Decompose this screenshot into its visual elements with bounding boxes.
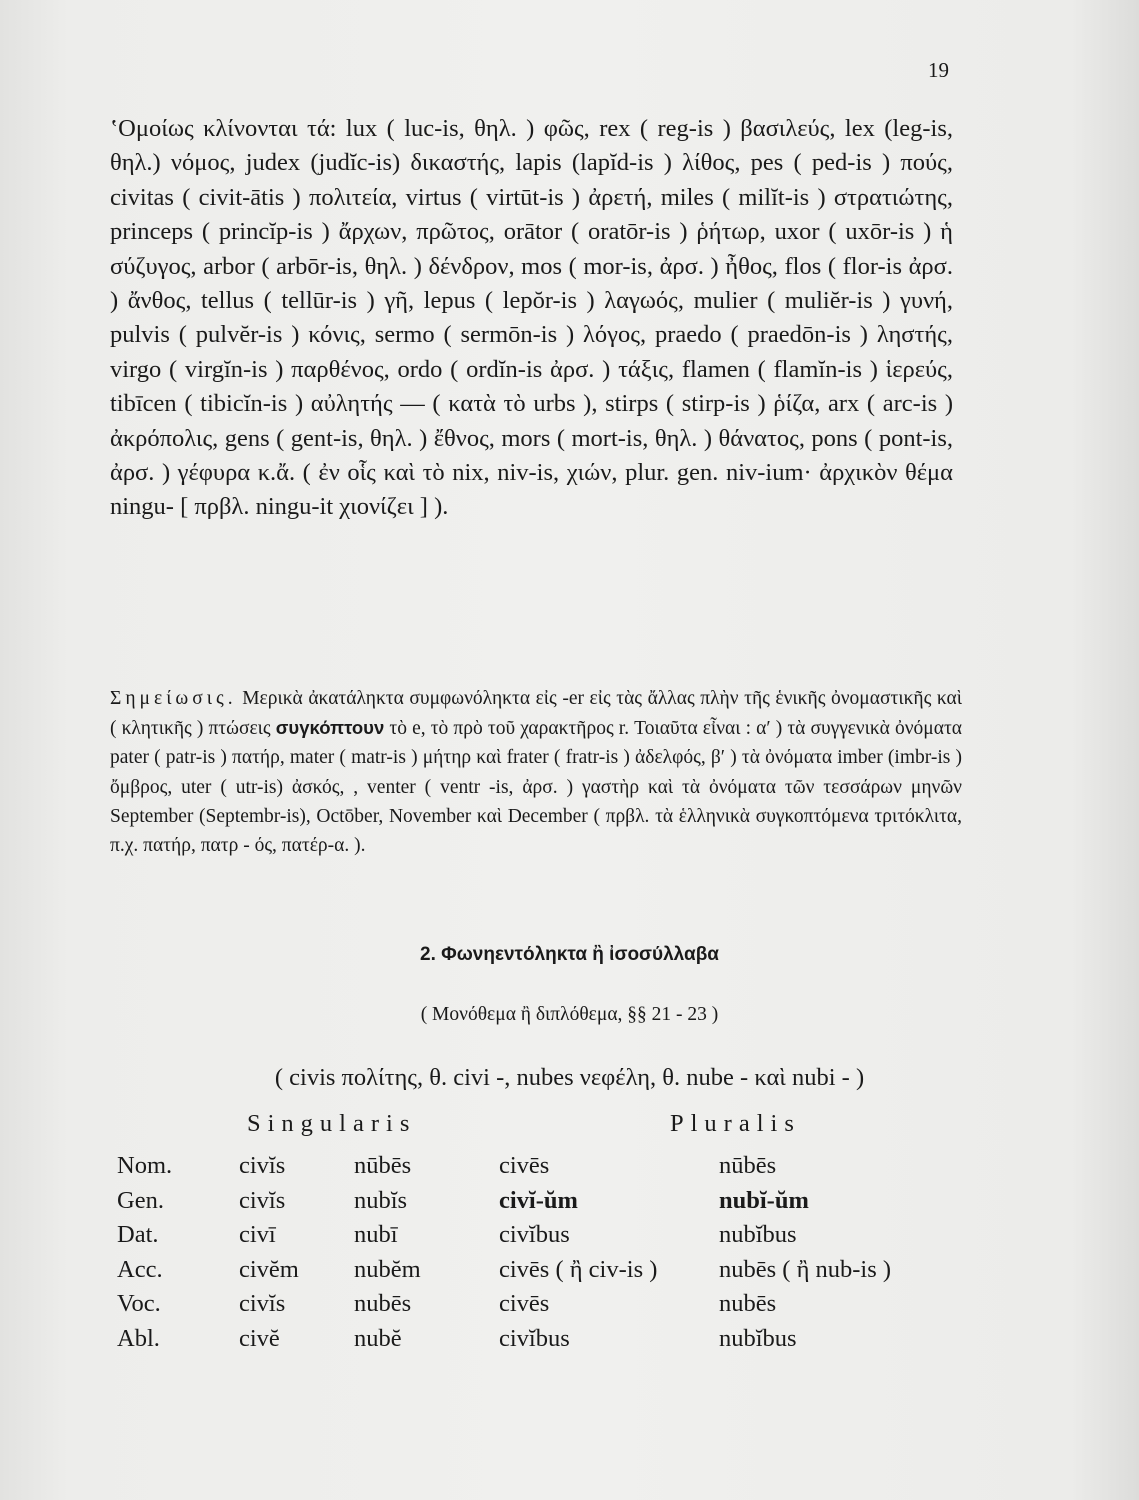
table-row bbox=[117, 1221, 979, 1256]
table-row bbox=[117, 1187, 979, 1222]
plural-nubes: nubēs bbox=[719, 1290, 777, 1317]
singular-nubes: nubĕm bbox=[354, 1255, 421, 1283]
case-label: Gen. bbox=[117, 1186, 164, 1214]
note-text-1: Μερικὰ ἀκατάληκτα συμφωνόληκτα εἰς -er εἰς τὰς ἄλλας πλὴν τῆς ἑνικῆς ὀνομαστικῆς καὶ ( κλητικῆς ) πτώσεις bbox=[110, 688, 963, 740]
note-text-2: τὸ e, τὸ πρὸ τοῦ χαρακτῆρος r. Τοιαῦτα εἶναι : α′ ) τὰ συγγενικὰ ὀνόματα pater ( patr-is ) πατήρ, mater ( matr-is ) μήτηρ καὶ frater ( fratr-is ) ἀδελφός, β′ ) τὰ ὀνόματα imber (imbr-is ) ὄμβρος, uter ( utr-is) ἀσκός, , venter ( ventr -is, ἀρσ. ) γαστὴρ καὶ τὰ ὀνόματα τῶν τεσσάρων μηνῶν September (Septembr-is), Octōber, November καὶ December ( πρβλ. τὰ ἑλληνικὰ συγκοπτόμενα τριτόκλιτα, π.χ. πατήρ, πατρ - ός, πατέρ-α. ). bbox=[110, 718, 963, 857]
plural-civis: civēs bbox=[499, 1152, 550, 1179]
table-row bbox=[117, 1256, 979, 1291]
declension-table bbox=[117, 1152, 979, 1359]
singular-nubes: nubĭs bbox=[354, 1186, 408, 1214]
singular-nubes: nubĕ bbox=[354, 1324, 402, 1352]
case-label: Dat. bbox=[117, 1221, 159, 1248]
plural-nubes: nubĭbus bbox=[719, 1221, 797, 1248]
main-paragraph: ʽΟμοίως κλίνονται τά: lux ( luc-is, θηλ. ) φῶς, rex ( reg-is ) βασιλεύς, lex (leg-is, θηλ.) νόμος, judex (judĭc-is) δικαστής, lapis (lapĭd-is ) λίθος, pes ( ped-is ) πούς, civitas ( civit-ātis ) πολιτεία, virtus ( virtūt-is ) ἀρετή, miles ( milĭt-is ) στρατιώτης, princeps ( princĭp-is ) ἄρχων, πρῶτος, orātor ( oratōr-is ) ῥήτωρ, uxor ( uxōr-is ) ἡ σύζυγος, arbor ( arbōr-is, θηλ. ) δένδρον, mos ( mor-is, ἀρσ. ) ἦθος, flos ( flor-is ἀρσ. ) ἄνθος, tellus ( tellūr-is ) γῆ, lepus ( lepŏr-is ) λαγωός, mulier ( muliĕr-is ) γυνή, pulvis ( pulvĕr-is ) κόνις, sermo ( sermōn-is ) λόγος, praedo ( praedōn-is ) ληστής, virgo ( virgĭn-is ) παρθένος, ordo ( ordĭn-is ἀρσ. ) τάξις, flamen ( flamĭn-is ) ἱερεύς, tibīcen ( tibicĭn-is ) αὐλητής — ( κατὰ τὸ urbs ), stirps ( stirp-is ) ῥίζα, arx ( arc-is ) ἀκρόπολις, gens ( gent-is, θηλ. ) ἔθνος, mors ( mort-is, θηλ. ) θάνατος, pons ( pont-is, ἀρσ. ) γέφυρα κ.ἄ. ( ἐν οἷς καὶ τὸ nix, niv-is, χιών, plur. gen. niv-ium· ἀρχικὸν θέμα ningu- [ πρβλ. ningu-it χιονίζει ] ). bbox=[110, 115, 953, 521]
singular-civis: civĭs bbox=[239, 1290, 286, 1317]
table-row bbox=[117, 1290, 979, 1325]
plural-civis: civēs bbox=[499, 1290, 550, 1317]
case-label: Abl. bbox=[117, 1324, 160, 1352]
plural-civis: civĭ-ŭm bbox=[499, 1186, 578, 1214]
plural-civis: civĭbus bbox=[499, 1324, 570, 1352]
plural-header: Pluralis bbox=[670, 1110, 801, 1137]
singular-nubes: nubī bbox=[354, 1221, 398, 1248]
plural-civis: civĭbus bbox=[499, 1221, 570, 1248]
example-words: ( civis πολίτης, θ. civi -, nubes νεφέλη, θ. nube - καὶ nubi - ) bbox=[274, 1064, 865, 1091]
note-label: Σημείωσις. bbox=[110, 688, 237, 709]
plural-civis: civēs ( ἢ civ-is ) bbox=[499, 1255, 658, 1283]
singular-header: Singularis bbox=[247, 1110, 417, 1137]
singular-civis: civĭs bbox=[239, 1152, 286, 1179]
plural-nubes: nubĭ-ŭm bbox=[719, 1186, 809, 1214]
table-row bbox=[117, 1152, 979, 1187]
section-subheading: ( Μονόθεμα ἢ διπλόθεμα, §§ 21 - 23 ) bbox=[420, 1004, 719, 1025]
note-emphasis: συγκόπτουν bbox=[275, 717, 385, 739]
section-heading: 2. Φωνηεντόληκτα ἢ ἰσοσύλλαβα bbox=[420, 944, 719, 965]
singular-nubes: nubēs bbox=[354, 1290, 412, 1317]
singular-civis: civĭs bbox=[239, 1186, 286, 1214]
case-label: Nom. bbox=[117, 1152, 173, 1179]
page-number: 19 bbox=[928, 58, 949, 82]
note-paragraph bbox=[110, 684, 962, 860]
plural-nubes: nūbēs bbox=[719, 1152, 777, 1179]
case-label: Voc. bbox=[117, 1290, 161, 1317]
singular-civis: civī bbox=[239, 1221, 276, 1248]
singular-nubes: nūbēs bbox=[354, 1152, 412, 1179]
table-row bbox=[117, 1325, 979, 1360]
singular-civis: civĕm bbox=[239, 1255, 299, 1283]
case-label: Acc. bbox=[117, 1255, 163, 1283]
plural-nubes: nubĭbus bbox=[719, 1324, 797, 1352]
plural-nubes: nubēs ( ἢ nub-is ) bbox=[719, 1255, 892, 1283]
singular-civis: civĕ bbox=[239, 1324, 280, 1352]
